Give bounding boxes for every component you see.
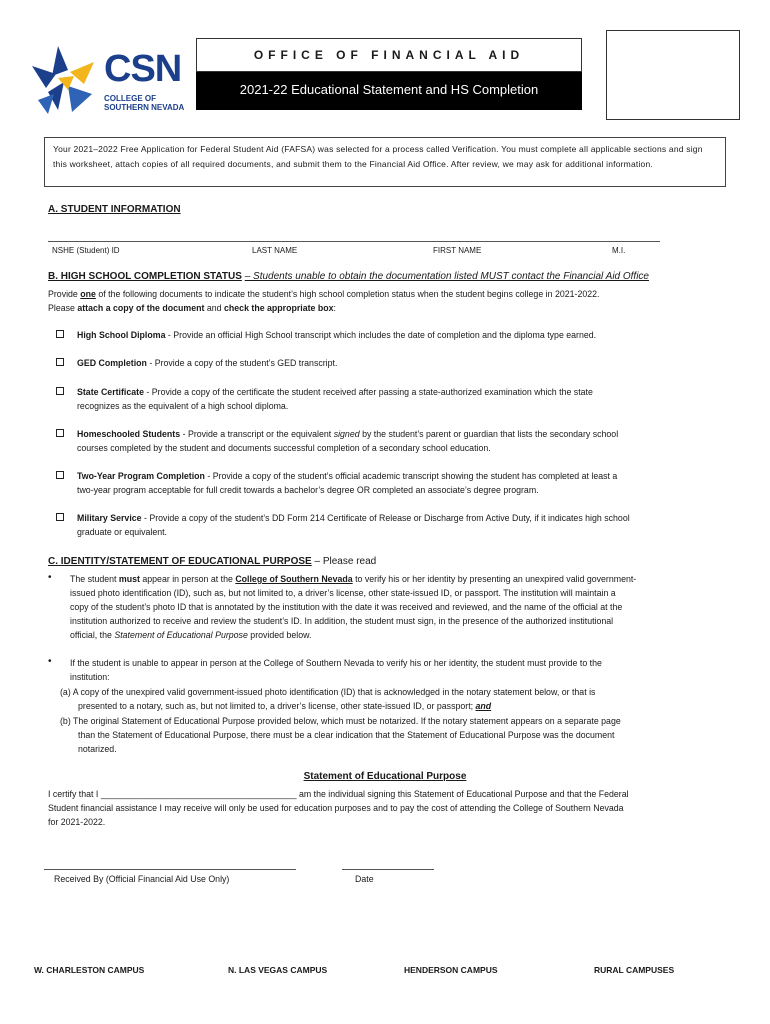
section-b-line2 [48, 301, 336, 315]
logo-line1: COLLEGE OF [104, 94, 156, 103]
text: notarized. [78, 744, 117, 754]
office-title: OFFICE OF FINANCIAL AID [196, 38, 582, 72]
option-title: Military Service [77, 513, 142, 523]
statement-heading: Statement of Educational Purpose [303, 771, 467, 782]
text: and [204, 303, 225, 313]
csn-logo-star [28, 42, 108, 118]
option-title: State Certificate [77, 387, 144, 397]
date-label: Date [355, 874, 374, 884]
option-text: - Provide a copy of the certificate the student received after passing a state-authorized examination which the state [143, 387, 593, 397]
option-text: - Provide a copy of the student’s official academic transcript showing the student has completed at least a [204, 471, 618, 481]
option-text: - Provide a transcript or the equivalent [180, 429, 334, 439]
received-by-line[interactable] [44, 869, 296, 870]
form-title: 2021-22 Educational Statement and HS Completion [196, 72, 582, 110]
logo-wordmark: CSN [104, 48, 182, 90]
campus-rural: RURAL CAMPUSES [594, 965, 675, 975]
section-b-line1 [48, 287, 599, 301]
checkbox-two-year[interactable] [56, 471, 64, 479]
campus-n-las-vegas: N. LAS VEGAS CAMPUS [228, 965, 328, 975]
checkbox-military[interactable] [56, 513, 64, 521]
text: to verify his or her identity by presenting an unexpired valid government- [352, 574, 637, 584]
name-blank[interactable]: ________________________________________ [100, 789, 297, 799]
checkbox-state-cert[interactable] [56, 387, 64, 395]
section-c-bullet2 [70, 656, 602, 684]
label-mi: M.I. [612, 246, 626, 255]
section-b-heading: B. HIGH SCHOOL COMPLETION STATUS [48, 271, 242, 282]
checkbox-homeschool[interactable] [56, 429, 64, 437]
text: appear in person at the [139, 574, 236, 584]
section-b-note: – Students unable to obtain the documentation listed MUST contact the Financial Aid Office [244, 271, 649, 282]
text: institution: [70, 672, 110, 682]
option-text: by the student’s parent or guardian that lists the secondary school [359, 429, 619, 439]
section-c-heading-row [48, 556, 376, 567]
label-last-name: LAST NAME [252, 246, 298, 255]
option-title: GED Completion [77, 358, 147, 368]
text: official, the [70, 630, 115, 640]
option-homeschool [77, 427, 618, 455]
text: (a) A copy of the unexpired valid government-issued photo identification (ID) that is acknowledged in the notary statement below, or that is [60, 687, 596, 697]
text-bold: must [118, 574, 140, 584]
campus-henderson: HENDERSON CAMPUS [404, 965, 498, 975]
section-c-item-a [60, 685, 595, 713]
section-a-heading: A. STUDENT INFORMATION [48, 204, 181, 215]
stamp-box [606, 30, 740, 120]
text: I certify that I [48, 789, 101, 799]
text: : [333, 303, 336, 313]
option-title: Two-Year Program Completion [77, 471, 205, 481]
text: Please [48, 303, 78, 313]
statement-text [48, 787, 629, 829]
section-c-note: – Please read [314, 556, 377, 567]
text-and: and [475, 701, 492, 711]
text: provided below. [247, 630, 312, 640]
option-italic: signed [333, 429, 360, 439]
option-ged [77, 356, 337, 370]
text: am the individual signing this Statement of Educational Purpose and that the Federal [296, 789, 629, 799]
text: (b) The original Statement of Educational Purpose provided below, which must be notarized. If the notary statement appears on a separate page [60, 716, 621, 726]
option-military [77, 511, 630, 539]
text: than the Statement of Educational Purpose, there must be a clear indication that the Statement of Educational Purpose was the document [78, 730, 615, 740]
text: Student financial assistance I may receive will only be used for education purposes and to pay the cost of attending the College of Southern Nevada [48, 803, 624, 813]
section-b-heading-row [48, 271, 649, 282]
text: presented to a notary, such as, but not limited to, a driver’s license, other state-issued ID, or passport; [78, 701, 476, 711]
text-bold: attach a copy of the document [77, 303, 205, 313]
text: The student [70, 574, 119, 584]
option-state-cert [77, 385, 593, 413]
text-one: one [80, 289, 96, 299]
section-c-bullet1 [70, 572, 636, 642]
text: of the following documents to indicate the student’s high school completion status when the student begins college in 2021-2022. [95, 289, 600, 299]
text-college: College of Southern Nevada [235, 574, 353, 584]
student-info-line [48, 241, 660, 242]
text: Provide [48, 289, 81, 299]
text: copy of the student’s photo ID that is annotated by the institution with the date it was received and reviewed, and the name of the official at the [70, 602, 623, 612]
text: If the student is unable to appear in person at the College of Southern Nevada to verify his or her identity, the student must provide to the [70, 658, 602, 668]
text-bold: check the appropriate box [224, 303, 334, 313]
option-text: - Provide an official High School transcript which includes the date of completion and the diploma type earned. [165, 330, 597, 340]
date-line[interactable] [342, 869, 434, 870]
text: issued photo identification (ID), such as, but not limited to, a driver’s license, other state-issued ID, or passport. The institution will maintain a [70, 588, 616, 598]
received-by-label: Received By (Official Financial Aid Use Only) [54, 874, 230, 884]
text-italic: Statement of Educational Purpose [114, 630, 248, 640]
text: for 2021-2022. [48, 817, 106, 827]
option-hs-diploma [77, 328, 596, 342]
option-title: High School Diploma [77, 330, 166, 340]
text: institution authorized to receive and review the student’s ID. In addition, the student must sign, in the presence of the authorized institutional [70, 616, 614, 626]
option-two-year [77, 469, 617, 497]
checkbox-hs-diploma[interactable] [56, 330, 64, 338]
intro-box: Your 2021–2022 Free Application for Federal Student Aid (FAFSA) was selected for a process called Verification. You must complete all applicable sections and sign this worksheet, attach copies of all required documents, and submit them to the Financial Aid Office. After review, we may ask for additional information. [44, 137, 726, 187]
csn-logo-text [104, 50, 184, 112]
label-first-name: FIRST NAME [433, 246, 482, 255]
option-text: graduate or equivalent. [77, 527, 167, 537]
option-text: - Provide a copy of the student’s GED transcript. [146, 358, 338, 368]
option-title: Homeschooled Students [77, 429, 181, 439]
label-nshe-id: NSHE (Student) ID [52, 246, 120, 255]
bullet-icon: • [48, 656, 52, 667]
bullet-icon: • [48, 572, 52, 583]
option-text: two-year program acceptable for full credit towards a bachelor’s degree OR completed an associate’s degree program. [77, 485, 539, 495]
section-c-heading: C. IDENTITY/STATEMENT OF EDUCATIONAL PURPOSE [48, 556, 312, 567]
option-text: recognizes as the equivalent of a high school diploma. [77, 401, 289, 411]
logo-line2: SOUTHERN NEVADA [104, 103, 185, 112]
section-c-item-b [60, 714, 621, 756]
checkbox-ged[interactable] [56, 358, 64, 366]
campus-w-charleston: W. CHARLESTON CAMPUS [34, 965, 145, 975]
option-text: - Provide a copy of the student’s DD Form 214 Certificate of Release or Discharge from Active Duty, if it indicates high school [141, 513, 630, 523]
option-text: courses completed by the student and documents successful completion of a secondary school education. [77, 443, 491, 453]
